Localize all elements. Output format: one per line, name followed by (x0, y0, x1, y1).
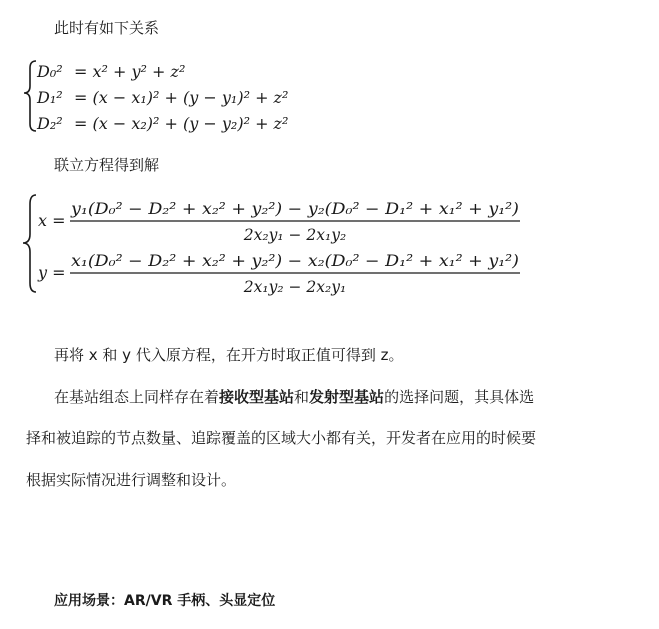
para4-mid: 和 (294, 388, 310, 406)
paragraph-substitute: 再将 x 和 y 代入原方程，在开方时取正值可得到 z。 (54, 346, 404, 364)
left-brace-system2 (23, 195, 36, 292)
para4-bold-receiver: 接收型基站 (219, 388, 295, 406)
equation-row-3-rhs: = (x − x₂)² + (y − y₂)² + z² (74, 114, 289, 133)
left-brace-system1 (24, 61, 36, 131)
y-equation-denominator: 2x₁y₂ − 2x₂y₁ (243, 278, 347, 296)
para4-suffix: 的选择问题，其具体选 (384, 388, 535, 406)
x-equation-lhs: x = (38, 211, 66, 230)
equation-row-2-lhs: D₁² (37, 88, 63, 107)
y-equation-lhs: y = (38, 263, 66, 282)
paragraph-base-station-line3: 根据实际情况进行调整和设计。 (26, 471, 237, 489)
para4-prefix: 在基站组态上同样存在着 (54, 388, 220, 406)
application-scenario-heading: 应用场景：AR/VR 手柄、头显定位 (54, 593, 276, 609)
equation-row-1-lhs: D₀² (37, 62, 63, 81)
paragraph-base-station-line1 (54, 387, 534, 407)
intro-text: 此时有如下关系 (54, 19, 160, 37)
para4-bold-transmitter: 发射型基站 (309, 388, 385, 406)
equation-row-1-rhs: = x² + y² + z² (74, 62, 186, 81)
x-equation-denominator: 2x₂y₁ − 2x₁y₂ (243, 226, 347, 244)
solve-text: 联立方程得到解 (54, 156, 160, 174)
paragraph-base-station-line2: 择和被追踪的节点数量、追踪覆盖的区域大小都有关，开发者在应用的时候要 (26, 429, 537, 447)
x-equation-numerator: y₁(D₀² − D₂² + x₂² + y₂²) − y₂(D₀² − D₁² + x₁² + y₁²) (69, 200, 519, 218)
equation-row-2-rhs: = (x − x₁)² + (y − y₁)² + z² (74, 88, 289, 107)
equation-row-3-lhs: D₂² (37, 114, 63, 133)
y-equation-numerator: x₁(D₀² − D₂² + x₂² + y₂²) − x₂(D₀² − D₁² + x₁² + y₁²) (71, 252, 519, 270)
